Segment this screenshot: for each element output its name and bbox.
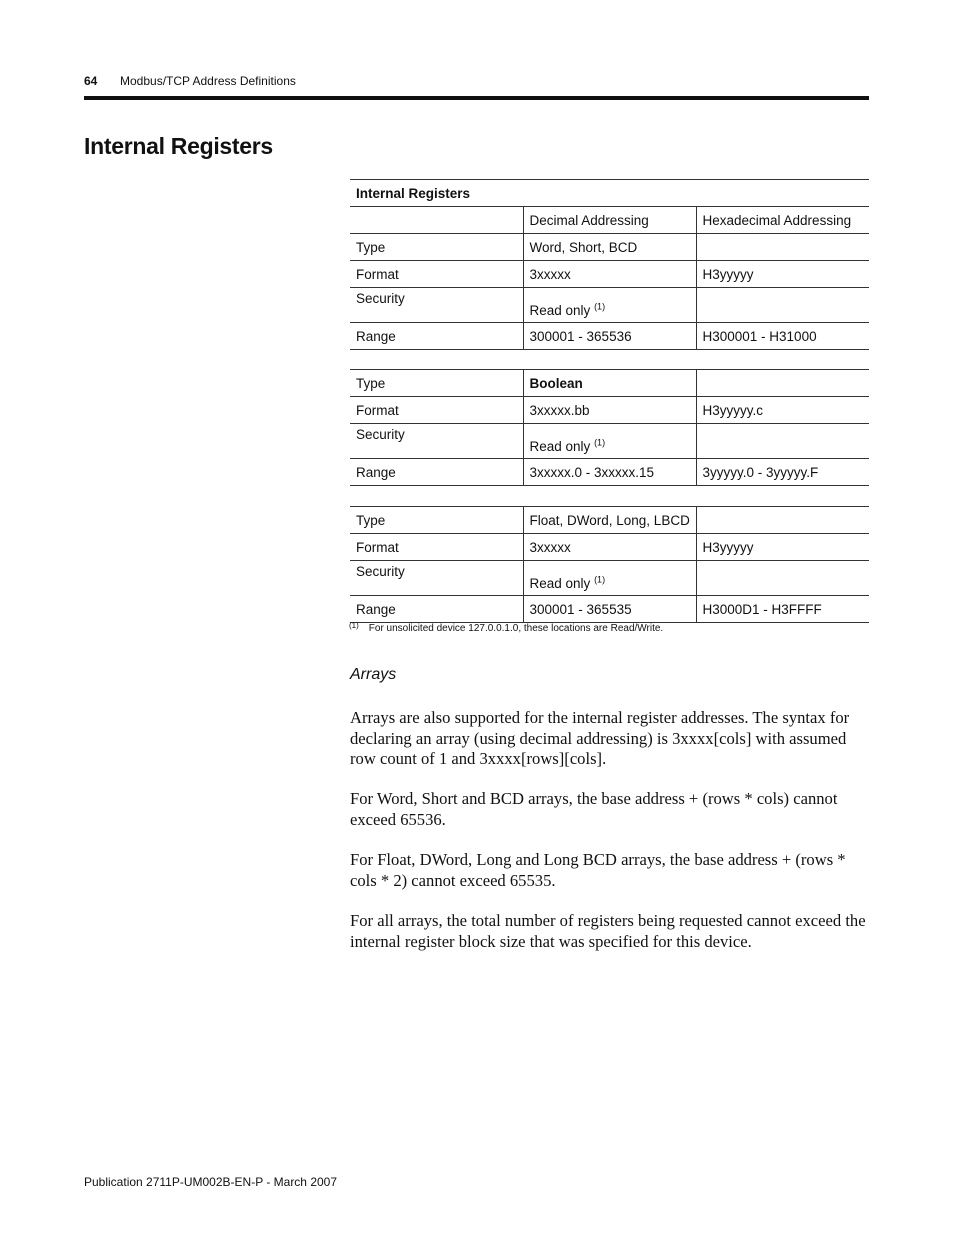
table-cell: [696, 561, 869, 596]
paragraph: For Word, Short and BCD arrays, the base address + (rows * cols) cannot exceed 65536.: [350, 789, 838, 829]
table-row-range: [350, 459, 869, 486]
row-label: Type: [350, 507, 523, 534]
table-cell: 3xxxxx: [523, 534, 696, 561]
row-label: Format: [350, 397, 523, 424]
footnote-text: For unsolicited device 127.0.0.1.0, these locations are Read/Write.: [368, 623, 664, 634]
row-label: Type: [350, 370, 523, 397]
table-cell: 3xxxxx.0 - 3xxxxx.15: [523, 459, 696, 486]
table-cell: 300001 - 365535: [523, 596, 696, 623]
table-row-format: [350, 261, 869, 288]
footnote-ref: (1): [594, 301, 606, 312]
table-cell: Word, Short, BCD: [523, 234, 696, 261]
table-cell: 3xxxxx.bb: [523, 397, 696, 424]
table-row-range: [350, 323, 869, 350]
section-title: Internal Registers: [84, 133, 273, 159]
page-number: 64: [84, 74, 98, 88]
table-caption-row: [350, 180, 869, 207]
footnote-ref: (1): [594, 437, 606, 448]
table-cell: H3000D1 - H3FFFF: [696, 596, 869, 623]
paragraph: For all arrays, the total number of registers being requested cannot exceed the internal register block size that was specified for this device.: [350, 911, 866, 951]
table-row-format: [350, 397, 869, 424]
table-cell: H300001 - H31000: [696, 323, 869, 350]
paragraph: Arrays are also supported for the internal register addresses. The syntax for declaring an array (using decimal addressing) is 3xxxx[cols] with assumed row count of 1 and 3xxxx[rows][cols].: [350, 708, 850, 769]
row-label: Format: [350, 534, 523, 561]
table-cell: Float, DWord, Long, LBCD: [523, 507, 696, 534]
paragraph: For Float, DWord, Long and Long BCD arrays, the base address + (rows * cols * 2) cannot exceed 65535.: [350, 850, 846, 890]
table-cell: 3xxxxx: [523, 261, 696, 288]
table-row-format: [350, 534, 869, 561]
table-cell: [523, 424, 696, 459]
running-section-title: Modbus/TCP Address Definitions: [120, 74, 296, 88]
column-header-hex: Hexadecimal Addressing: [696, 207, 869, 234]
table-cell: 300001 - 365536: [523, 323, 696, 350]
column-header: [350, 207, 523, 234]
security-value: Read only: [529, 576, 591, 591]
page-footer: Publication 2711P-UM002B-EN-P - March 2007: [84, 1175, 338, 1189]
row-label: Security: [350, 424, 523, 459]
column-header-decimal: Decimal Addressing: [523, 207, 696, 234]
table-row-range: [350, 596, 869, 623]
row-label: Range: [350, 459, 523, 486]
table-footnote: [349, 623, 663, 634]
row-label: Security: [350, 561, 523, 596]
footnote-ref: (1): [594, 574, 606, 585]
table-row-type: [350, 370, 869, 397]
row-label: Type: [350, 234, 523, 261]
table-cell: H3yyyyy.c: [696, 397, 869, 424]
internal-registers-table: [350, 179, 869, 350]
table-cell: H3yyyyy: [696, 261, 869, 288]
table-cell: [696, 234, 869, 261]
header-rule: [84, 96, 869, 100]
table-row-security: [350, 561, 869, 596]
table-cell: [523, 561, 696, 596]
arrays-heading: Arrays: [350, 666, 397, 683]
table-cell: [696, 507, 869, 534]
security-value: Read only: [529, 439, 591, 454]
table-cell: 3yyyyy.0 - 3yyyyy.F: [696, 459, 869, 486]
table-header-row: [350, 207, 869, 234]
table-cell: Boolean: [523, 370, 696, 397]
row-label: Security: [350, 288, 523, 323]
table-cell: H3yyyyy: [696, 534, 869, 561]
row-label: Range: [350, 596, 523, 623]
table-cell: [696, 424, 869, 459]
boolean-registers-table: [350, 369, 869, 486]
table-row-security: [350, 424, 869, 459]
table-cell: [523, 288, 696, 323]
row-label: Format: [350, 261, 523, 288]
security-value: Read only: [529, 303, 591, 318]
row-label: Range: [350, 323, 523, 350]
table-cell: [696, 288, 869, 323]
table-cell: [696, 370, 869, 397]
footnote-marker: (1): [349, 621, 359, 630]
table-row-security: [350, 288, 869, 323]
table-row-type: [350, 507, 869, 534]
table-row-type: [350, 234, 869, 261]
table-caption: Internal Registers: [350, 180, 869, 207]
float-registers-table: [350, 506, 869, 623]
